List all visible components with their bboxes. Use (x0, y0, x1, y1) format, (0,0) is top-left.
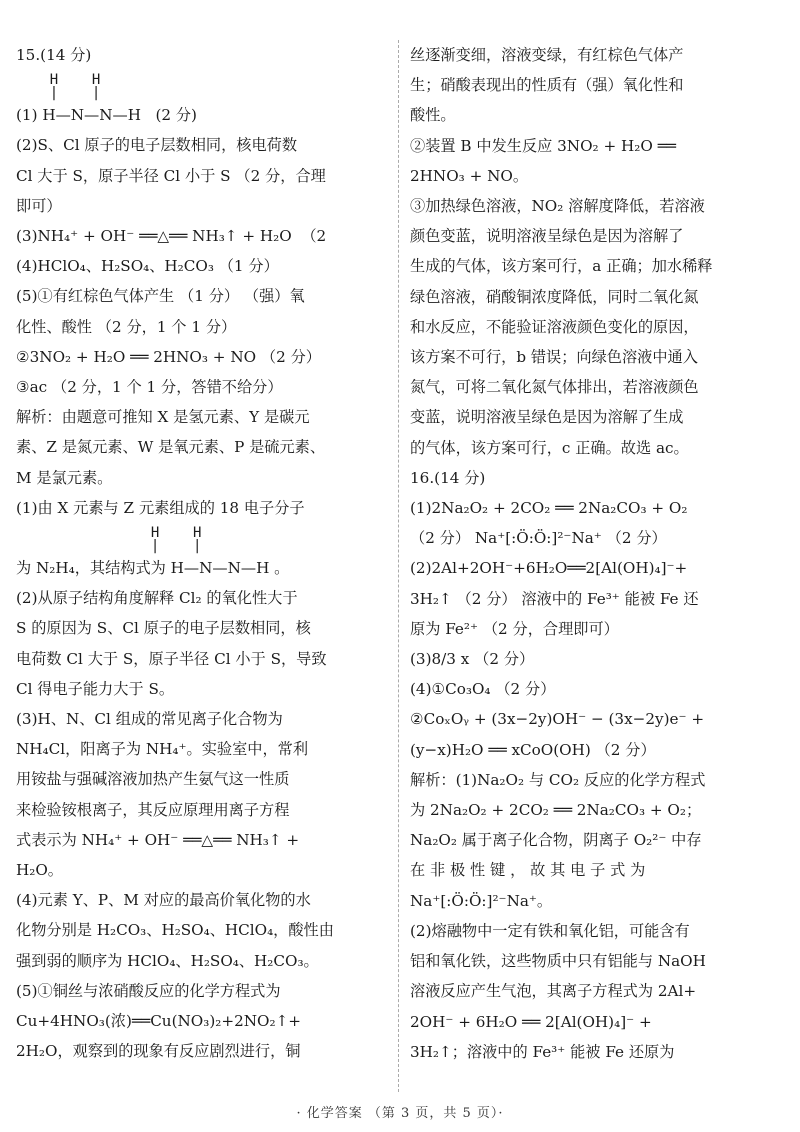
text-line: 用铵盐与强碱溶液加热产生氨气这一性质 (16, 770, 290, 789)
text-line: 酸性。 (410, 106, 456, 125)
text-line: Na⁺[:Ö:Ö:]²⁻Na⁺。 (410, 891, 553, 910)
text-line: 变蓝，说明溶液呈绿色是因为溶解了生成 (410, 408, 684, 427)
text-line: (5)①有红棕色气体产生 （1 分） （强）氧 (16, 287, 305, 306)
text-line: NH₄Cl，阳离子为 NH₄⁺。实验室中，常利 (16, 740, 309, 759)
text-line: Na₂O₂ 属于离子化合物，阴离子 O₂²⁻ 中存 (410, 831, 702, 850)
struct-top-h: H H (16, 72, 101, 89)
text-line: 电荷数 Cl 大于 S，原子半径 Cl 小于 S，导致 (16, 649, 327, 668)
text-line: Cu+4HNO₃(浓)══Cu(NO₃)₂+2NO₂↑+ (16, 1012, 302, 1031)
text-line: 的气体，该方案可行，c 正确。故选 ac。 (410, 438, 689, 457)
left-column (16, 40, 388, 1067)
text-line: (1)由 X 元素与 Z 元素组成的 18 电子分子 (16, 498, 305, 517)
text-line: ③ac （2 分，1 个 1 分，答错不给分） (16, 378, 283, 397)
text-line: (1)2Na₂O₂ + 2CO₂ ══ 2Na₂CO₃ + O₂ (410, 499, 688, 518)
text-line: 来检验铵根离子，其反应原理用离子方程 (16, 800, 290, 819)
right-column (410, 40, 782, 1067)
left-text-block-2 (16, 583, 388, 1066)
text-line: Cl 大于 S，原子半径 Cl 小于 S （2 分，合理 (16, 166, 326, 185)
answer-1: (1) H—N—N—H (2 分) (16, 106, 197, 125)
struct-bonds: | | (16, 538, 202, 555)
text-line: 3H₂↑ （2 分） 溶液中的 Fe³⁺ 能被 Fe 还 (410, 589, 699, 608)
text-line: 3H₂↑；溶液中的 Fe³⁺ 能被 Fe 还原为 (410, 1042, 675, 1061)
analysis-structure-line: 为 N₂H₄，其结构式为 H—N—N—H 。 (16, 559, 290, 578)
text-line: ②CoₓOᵧ + (3x−2y)OH⁻ − (3x−2y)e⁻ + (410, 710, 705, 729)
text-line: 解析：由题意可推知 X 是氢元素、Y 是碳元 (16, 408, 310, 427)
text-line: 生；硝酸表现出的性质有（强）氧化性和 (410, 76, 684, 95)
text-line: (4)①Co₃O₄ （2 分） (410, 680, 556, 699)
text-line: 该方案不可行，b 错误；向绿色溶液中通入 (410, 348, 698, 367)
text-line: ③加热绿色溶液，NO₂ 溶解度降低，若溶液 (410, 197, 705, 216)
text-line: (3)H、N、Cl 组成的常见离子化合物为 (16, 710, 283, 729)
text-line: 生成的气体，该方案可行，a 正确；加水稀释 (410, 257, 713, 276)
text-line: 丝逐渐变细，溶液变绿，有红棕色气体产 (410, 46, 684, 64)
text-line: 即可） (16, 196, 62, 215)
text-line: 溶液反应产生气泡，其离子方程式为 2Al+ (410, 982, 697, 1001)
text-line: 颜色变蓝，说明溶液呈绿色是因为溶解了 (410, 227, 684, 246)
text-line: 强到弱的顺序为 HClO₄、H₂SO₄、H₂CO₃。 (16, 951, 319, 970)
text-line: H₂O。 (16, 861, 63, 880)
text-line: (2)S、Cl 原子的电子层数相同，核电荷数 (16, 136, 298, 155)
text-line: 式表示为 NH₄⁺ + OH⁻ ══△══ NH₃↑ + (16, 830, 300, 849)
n2h4-structure-analysis (16, 523, 388, 553)
struct-top-h: H H (16, 525, 202, 542)
text-line: 为 2Na₂O₂ + 2CO₂ ══ 2Na₂CO₃ + O₂； (410, 801, 702, 820)
text-line: (2)2Al+2OH⁻+6H₂O══2[Al(OH)₄]⁻+ (410, 559, 688, 578)
text-line: (4)元素 Y、P、M 对应的最高价氧化物的水 (16, 891, 311, 910)
text-line: 素、Z 是氮元素、W 是氧元素、P 是硫元素、 (16, 438, 326, 457)
text-line: (2)熔融物中一定有铁和氧化铝，可能含有 (410, 921, 690, 940)
right-text-block (410, 40, 782, 1067)
text-line: 化物分别是 H₂CO₃、H₂SO₄、HClO₄，酸性由 (16, 921, 334, 940)
text-line: (4)HClO₄、H₂SO₄、H₂CO₃ （1 分） (16, 257, 279, 276)
text-line: S 的原因为 S、Cl 原子的电子层数相同，核 (16, 619, 311, 638)
struct-bonds: | | (16, 85, 101, 102)
column-divider (398, 40, 399, 1092)
text-line: 绿色溶液，硝酸铜浓度降低，同时二氧化氮 (410, 287, 699, 306)
n2h4-structure-answer (16, 70, 388, 100)
text-line: 2HNO₃ + NO。 (410, 166, 529, 185)
text-line: Cl 得电子能力大于 S。 (16, 679, 175, 698)
page-footer: · 化学答案 （第 3 页，共 5 页）· (296, 1106, 504, 1121)
text-line: 2OH⁻ + 6H₂O ══ 2[Al(OH)₄]⁻ + (410, 1012, 652, 1031)
text-line: (5)①铜丝与浓硝酸反应的化学方程式为 (16, 981, 281, 1000)
text-line: 2H₂O，观察到的现象有反应剧烈进行，铜 (16, 1042, 301, 1061)
text-line: 原为 Fe²⁺ （2 分，合理即可） (410, 619, 619, 638)
text-line: ②3NO₂ + H₂O ══ 2HNO₃ + NO （2 分） (16, 347, 321, 366)
text-line: 铝和氧化铁，这些物质中只有铝能与 NaOH (410, 952, 706, 971)
left-text-block (16, 130, 388, 523)
text-line: 和水反应，不能验证溶液颜色变化的原因， (410, 317, 699, 336)
question-15-header: 15.(14 分) (16, 46, 92, 64)
text-line: 解析：(1)Na₂O₂ 与 CO₂ 反应的化学方程式 (410, 770, 706, 789)
text-line: M 是氯元素。 (16, 468, 113, 487)
text-line: 氮气，可将二氧化氮气体排出，若溶液颜色 (410, 378, 699, 397)
text-line: 化性、酸性 （2 分，1 个 1 分） (16, 317, 237, 336)
text-line: 16.(14 分) (410, 468, 486, 487)
text-line: (2)从原子结构角度解释 Cl₂ 的氧化性大于 (16, 589, 298, 608)
text-line: (3)8/3 x （2 分） (410, 650, 535, 669)
text-line: （2 分） Na⁺[:Ö:Ö:]²⁻Na⁺ （2 分） (410, 529, 667, 548)
text-line: ②装置 B 中发生反应 3NO₂ + H₂O ══ (410, 136, 676, 155)
text-line: (3)NH₄⁺ + OH⁻ ══△══ NH₃↑ + H₂O （2 (16, 227, 327, 246)
text-line: (y−x)H₂O ══ xCoO(OH) （2 分） (410, 740, 656, 759)
text-line: 在 非 极 性 键 ， 故 其 电 子 式 为 (410, 861, 646, 880)
